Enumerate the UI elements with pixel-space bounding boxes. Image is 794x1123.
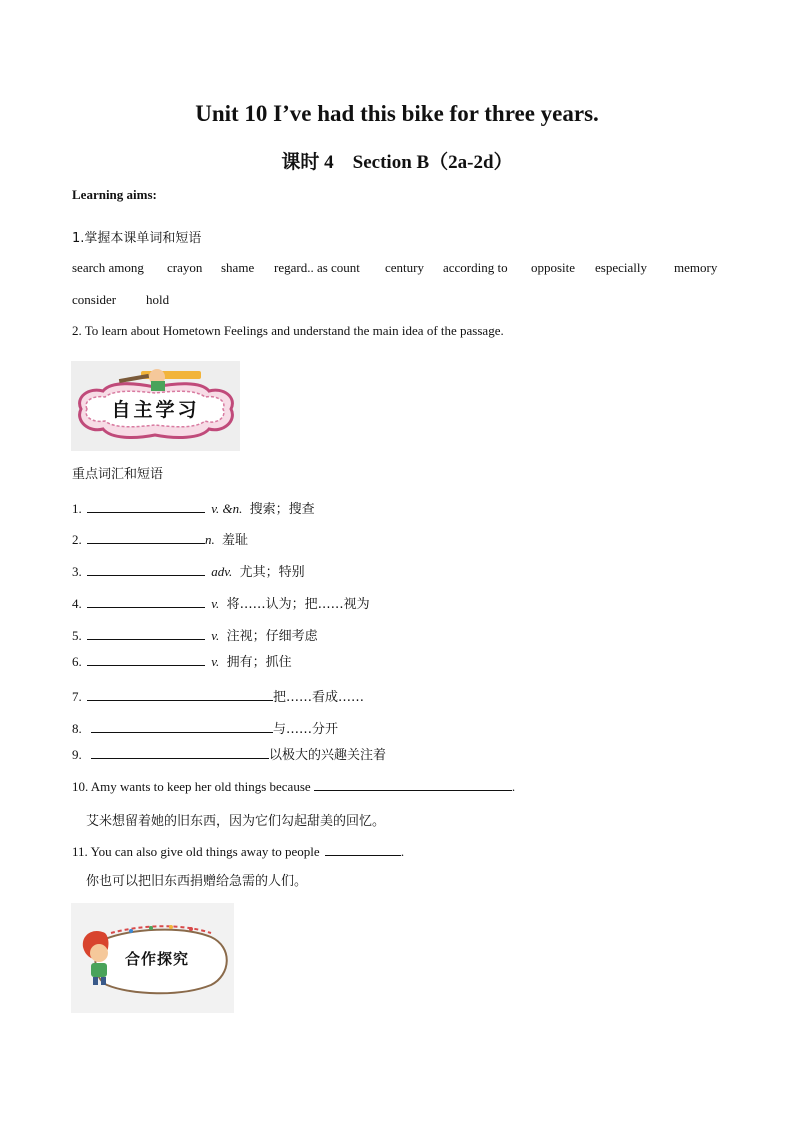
sentence-row-10	[72, 778, 515, 795]
aim-1-word-0: search among	[72, 260, 144, 275]
sentence-11-translation: 你也可以把旧东西捐赠给急需的人们。	[86, 874, 308, 889]
vocab-number: 3.	[72, 564, 82, 579]
answer-blank[interactable]	[87, 531, 205, 544]
phrase-meaning: 以极大的兴趣关注着	[269, 748, 387, 763]
vocab-number: 6.	[72, 654, 82, 669]
sentence-text: Amy wants to keep her old things because	[90, 779, 311, 794]
phrase-meaning: 与……分开	[273, 722, 339, 737]
aim-1: 1.掌握本课单词和短语	[72, 231, 202, 246]
phrase-row-9	[72, 744, 386, 763]
page-title: Unit 10 I’ve had this bike for three years.	[195, 101, 599, 126]
vocab-row-2	[72, 529, 248, 548]
aim-1-word-10: hold	[146, 292, 170, 307]
sentence-end: .	[400, 844, 405, 859]
answer-blank[interactable]	[87, 500, 205, 513]
vocab-meaning: 将……认为；把……视为	[226, 597, 370, 612]
aim-1-word-4: century	[385, 260, 424, 275]
answer-blank[interactable]	[91, 746, 269, 759]
vocab-meaning: 羞耻	[222, 533, 249, 548]
vocab-row-4	[72, 593, 370, 612]
vocab-row-5	[72, 625, 318, 644]
part-of-speech: n.	[205, 532, 215, 547]
answer-blank[interactable]	[325, 843, 401, 856]
aim-1-word-5: according to	[443, 260, 508, 275]
cooperative-study-badge	[71, 903, 234, 1013]
aim-1-word-9: consider	[72, 292, 117, 307]
sentence-text: You can also give old things away to people	[90, 844, 320, 859]
cooperative-study-label: 合作探究	[125, 950, 190, 968]
vocab-meaning: 拥有；抓住	[226, 655, 292, 670]
phrase-row-8	[72, 718, 338, 737]
answer-blank[interactable]	[87, 595, 205, 608]
sentence-end: .	[511, 779, 516, 794]
vocab-row-3	[72, 561, 305, 580]
section-label: Section B（2a-2d）	[352, 152, 513, 173]
part-of-speech: adv.	[211, 564, 233, 579]
vocab-number: 5.	[72, 628, 82, 643]
part-of-speech: v.	[211, 654, 220, 669]
learning-aims-heading: Learning aims:	[72, 187, 157, 202]
vocab-row-6	[72, 651, 292, 670]
aim-1-word-2: shame	[221, 260, 255, 275]
vocab-number: 2.	[72, 532, 82, 547]
answer-blank[interactable]	[87, 627, 205, 640]
self-study-badge	[71, 361, 240, 451]
vocab-number: 1.	[72, 501, 82, 516]
sentence-10-translation: 艾米想留着她的旧东西，因为它们勾起甜美的回忆。	[86, 814, 386, 829]
phrase-number: 7.	[72, 689, 82, 704]
vocab-meaning: 尤其；特别	[239, 565, 305, 580]
key-vocab-heading: 重点词汇和短语	[72, 467, 164, 482]
aim-1-word-1: crayon	[167, 260, 203, 275]
part-of-speech: v. &n.	[211, 501, 243, 516]
part-of-speech: v.	[211, 628, 220, 643]
page-subtitle	[0, 147, 794, 174]
vocab-row-1	[72, 498, 315, 517]
aim-1-word-8: memory	[674, 260, 718, 275]
aim-1-word-7: especially	[595, 260, 647, 275]
lesson-number: 课时 4	[281, 152, 334, 173]
vocab-number: 4.	[72, 596, 82, 611]
answer-blank[interactable]	[314, 778, 512, 791]
phrase-meaning: 把……看成……	[273, 690, 365, 705]
phrase-number: 8.	[72, 721, 82, 736]
vocab-meaning: 搜索；搜查	[249, 502, 315, 517]
phrase-number: 9.	[72, 747, 82, 762]
aim-1-word-6: opposite	[531, 260, 576, 275]
part-of-speech: v.	[211, 596, 220, 611]
sentence-number: 10.	[72, 779, 89, 794]
aim-1-word-3: regard.. as count	[274, 260, 360, 275]
sentence-row-11	[72, 843, 404, 860]
aim-2: 2. To learn about Hometown Feelings and understand the main idea of the passage.	[72, 323, 504, 338]
answer-blank[interactable]	[87, 563, 205, 576]
sentence-number: 11.	[72, 844, 88, 859]
answer-blank[interactable]	[87, 688, 273, 701]
self-study-label: 自主学习	[111, 399, 200, 421]
phrase-row-7	[72, 686, 364, 705]
vocab-meaning: 注视；仔细考虑	[226, 629, 318, 644]
answer-blank[interactable]	[91, 720, 273, 733]
answer-blank[interactable]	[87, 653, 205, 666]
